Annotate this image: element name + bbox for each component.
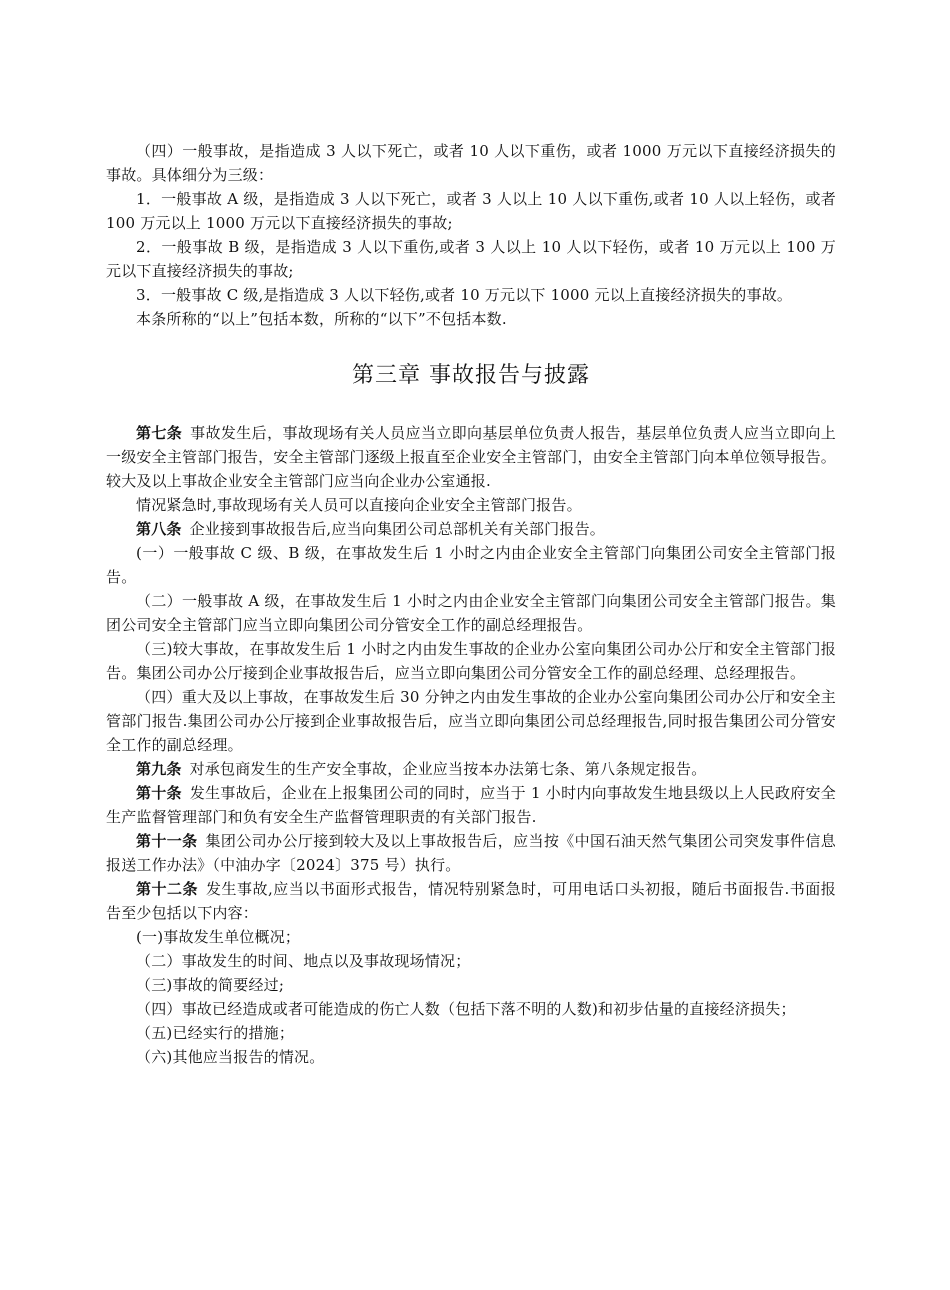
article-10-text: 发生事故后，企业在上报集团公司的同时，应当于 1 小时内向事故发生地县级以上人民政府安全生产监督管理部门和负有安全生产监督管理职责的有关部门报告. (106, 784, 836, 826)
clause-level-b: 2．一般事故 B 级，是指造成 3 人以下重伤,或者 3 人以上 10 人以下轻伤，或者 10 万元以上 100 万元以下直接经济损失的事故; (106, 238, 836, 280)
article-12-item-2: （二）事故发生的时间、地点以及事故现场情况； (136, 952, 471, 970)
article-8 (106, 517, 836, 541)
article-8-text: 企业接到事故报告后,应当向集团公司总部机关有关部门报告。 (189, 520, 605, 538)
article-7-emergency: 情况紧急时,事故现场有关人员可以直接向企业安全主管部门报告。 (136, 496, 582, 514)
article-8-item-3: （三)较大事故，在事故发生后 1 小时之内由发生事故的企业办公室向集团公司办公厅和安全主管部门报告。集团公司办公厅接到企业事故报告后，应当立即向集团公司分管安全工作的副总经理、总经理报告。 (106, 640, 836, 682)
article-9-text: 对承包商发生的生产安全事故，企业应当按本办法第七条、第八条规定报告。 (189, 760, 707, 778)
article-7 (106, 421, 836, 493)
article-11-label: 第十一条 (136, 832, 198, 850)
article-8-item-4: （四）重大及以上事故，在事故发生后 30 分钟之内由发生事故的企业办公室向集团公司办公厅和安全主管部门报告.集团公司办公厅接到企业事故报告后，应当立即向集团公司总经理报告,同时报告集团公司分管安全工作的副总经理。 (106, 688, 836, 754)
article-12-item-4: （四）事故已经造成或者可能造成的伤亡人数（包括下落不明的人数)和初步估量的直接经济损失； (136, 1000, 796, 1018)
article-9-label: 第九条 (136, 760, 182, 778)
article-9 (106, 757, 836, 781)
clause-level-a: 1．一般事故 A 级，是指造成 3 人以下死亡，或者 3 人以上 10 人以下重伤,或者 10 人以上轻伤，或者 100 万元以上 1000 万元以下直接经济损失的事故; (106, 190, 836, 232)
article-7-text: 事故发生后，事故现场有关人员应当立即向基层单位负责人报告，基层单位负责人应当立即向上一级安全主管部门报告，安全主管部门逐级上报直至企业安全主管部门，由安全主管部门向本单位领导报告。较大及以上事故企业安全主管部门应当向企业办公室通报. (106, 424, 837, 490)
clause-level-c: 3．一般事故 C 级,是指造成 3 人以下轻伤,或者 10 万元以下 1000 元以上直接经济损失的事故。 (136, 286, 793, 304)
article-8-label: 第八条 (136, 520, 182, 538)
article-11 (106, 829, 836, 877)
chapter-title: 第三章 事故报告与披露 (352, 363, 590, 388)
article-11-text: 集团公司办公厅接到较大及以上事故报告后，应当按《中国石油天然气集团公司突发事件信息报送工作办法》（中油办字〔2024〕375 号）执行。 (106, 832, 836, 874)
article-10-label: 第十条 (136, 784, 182, 802)
clause-definition-note: 本条所称的“以上”包括本数，所称的“以下”不包括本数. (136, 310, 507, 328)
article-10 (106, 781, 836, 829)
article-8-item-1: (一）一般事故 C 级、B 级，在事故发生后 1 小时之内由企业安全主管部门向集团公司安全主管部门报告。 (106, 544, 836, 586)
article-8-item-2: （二）一般事故 A 级，在事故发生后 1 小时之内由企业安全主管部门向集团公司安全主管部门报告。集团公司安全主管部门应当立即向集团公司分管安全工作的副总经理报告。 (106, 592, 836, 634)
article-12-label: 第十二条 (136, 880, 198, 898)
clause-general-accident: （四）一般事故，是指造成 3 人以下死亡，或者 10 人以下重伤，或者 1000 万元以下直接经济损失的事故。具体细分为三级： (106, 142, 836, 184)
article-12-item-3: （三)事故的简要经过; (136, 976, 285, 994)
article-12-item-1: (一)事故发生单位概况； (136, 928, 301, 946)
article-12-text: 发生事故,应当以书面形式报告，情况特别紧急时，可用电话口头初报，随后书面报告.书面报告至少包括以下内容： (106, 880, 836, 922)
article-12-item-5: （五)已经实行的措施； (136, 1024, 295, 1042)
article-12-item-6: （六)其他应当报告的情况。 (136, 1048, 325, 1066)
article-7-label: 第七条 (136, 424, 183, 442)
article-12 (106, 877, 836, 925)
document-page (106, 139, 836, 1069)
